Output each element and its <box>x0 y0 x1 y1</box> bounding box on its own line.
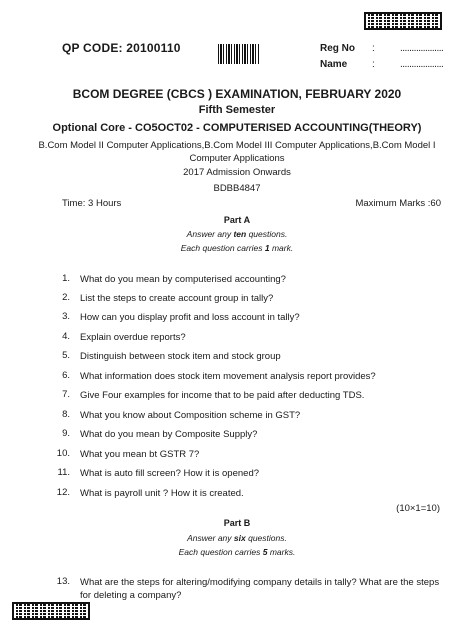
question-number: 4. <box>62 331 70 342</box>
question-number: 3. <box>62 311 70 322</box>
question-number: 7. <box>62 389 70 400</box>
part-a-instruction-1: Answer any ten questions. <box>186 229 288 239</box>
question-number: 11. <box>57 467 70 478</box>
question-number: 12. <box>56 487 70 498</box>
question-number: 9. <box>62 428 70 439</box>
qp-code: QP CODE: 20100110 <box>62 41 181 55</box>
maximum-marks: Maximum Marks :60 <box>355 198 441 209</box>
question-text: How can you display profit and loss account in tally? <box>80 312 300 323</box>
question-text: List the steps to create account group in tally? <box>80 293 274 304</box>
exam-title: BCOM DEGREE (CBCS ) EXAMINATION, FEBRUARY 2020 <box>72 87 402 101</box>
question-number: 13. <box>56 576 70 587</box>
course-title: Optional Core - CO5OCT02 - COMPUTERISED ACCOUNTING(THEORY) <box>52 122 422 134</box>
part-a-title: Part A <box>223 215 251 225</box>
question-number: 2. <box>62 292 70 303</box>
name-colon: : <box>372 59 375 70</box>
paper-code: BDBB4847 <box>213 183 261 194</box>
question-text: What you know about Composition scheme in GST? <box>80 410 301 421</box>
question-text: Give Four examples for income that to be paid after deducting TDS. <box>80 390 365 401</box>
reg-no-label: Reg No <box>320 43 355 54</box>
barcode-bottom-left <box>12 602 90 620</box>
barcode-center <box>218 44 260 64</box>
question-text: What do you mean by computerised accounting? <box>80 274 286 285</box>
part-b-title: Part B <box>223 518 251 528</box>
question-text: What are the steps for altering/modifying company details in tally? What are the steps for deleting a company? <box>80 577 440 601</box>
part-b-instruction-1: Answer any six questions. <box>187 533 287 543</box>
part-b-instruction-2: Each question carries 5 marks. <box>178 547 296 557</box>
question-text: What you mean bt GSTR 7? <box>80 449 200 460</box>
name-label: Name <box>320 59 348 70</box>
part-a-instruction-2: Each question carries 1 mark. <box>180 243 294 253</box>
question-text: Distinguish between stock item and stock group <box>80 351 281 362</box>
reg-no-blank: ................... <box>400 43 444 54</box>
question-number: 5. <box>62 350 70 361</box>
barcode-top-right <box>364 12 442 30</box>
question-number: 8. <box>62 409 70 420</box>
name-blank: ................... <box>400 59 444 70</box>
question-text: What is auto fill screen? How it is opened? <box>80 468 260 479</box>
part-a-marks-tally: (10×1=10) <box>396 503 440 514</box>
programmes: B.Com Model II Computer Applications,B.Com Model III Computer Applications,B.Com Model I Computer Applications <box>38 140 436 164</box>
question-number: 1. <box>62 273 70 284</box>
question-text: Explain overdue reports? <box>80 332 186 343</box>
question-text: What is payroll unit ? How it is created. <box>80 488 244 499</box>
reg-no-colon: : <box>372 43 375 54</box>
semester: Fifth Semester <box>198 104 276 116</box>
question-number: 6. <box>62 370 70 381</box>
question-text: What information does stock item movement analysis report provides? <box>80 371 376 382</box>
time-allowed: Time: 3 Hours <box>62 198 122 209</box>
question-number: 10. <box>56 448 70 459</box>
question-text: What do you mean by Composite Supply? <box>80 429 258 440</box>
admission: 2017 Admission Onwards <box>183 167 291 178</box>
